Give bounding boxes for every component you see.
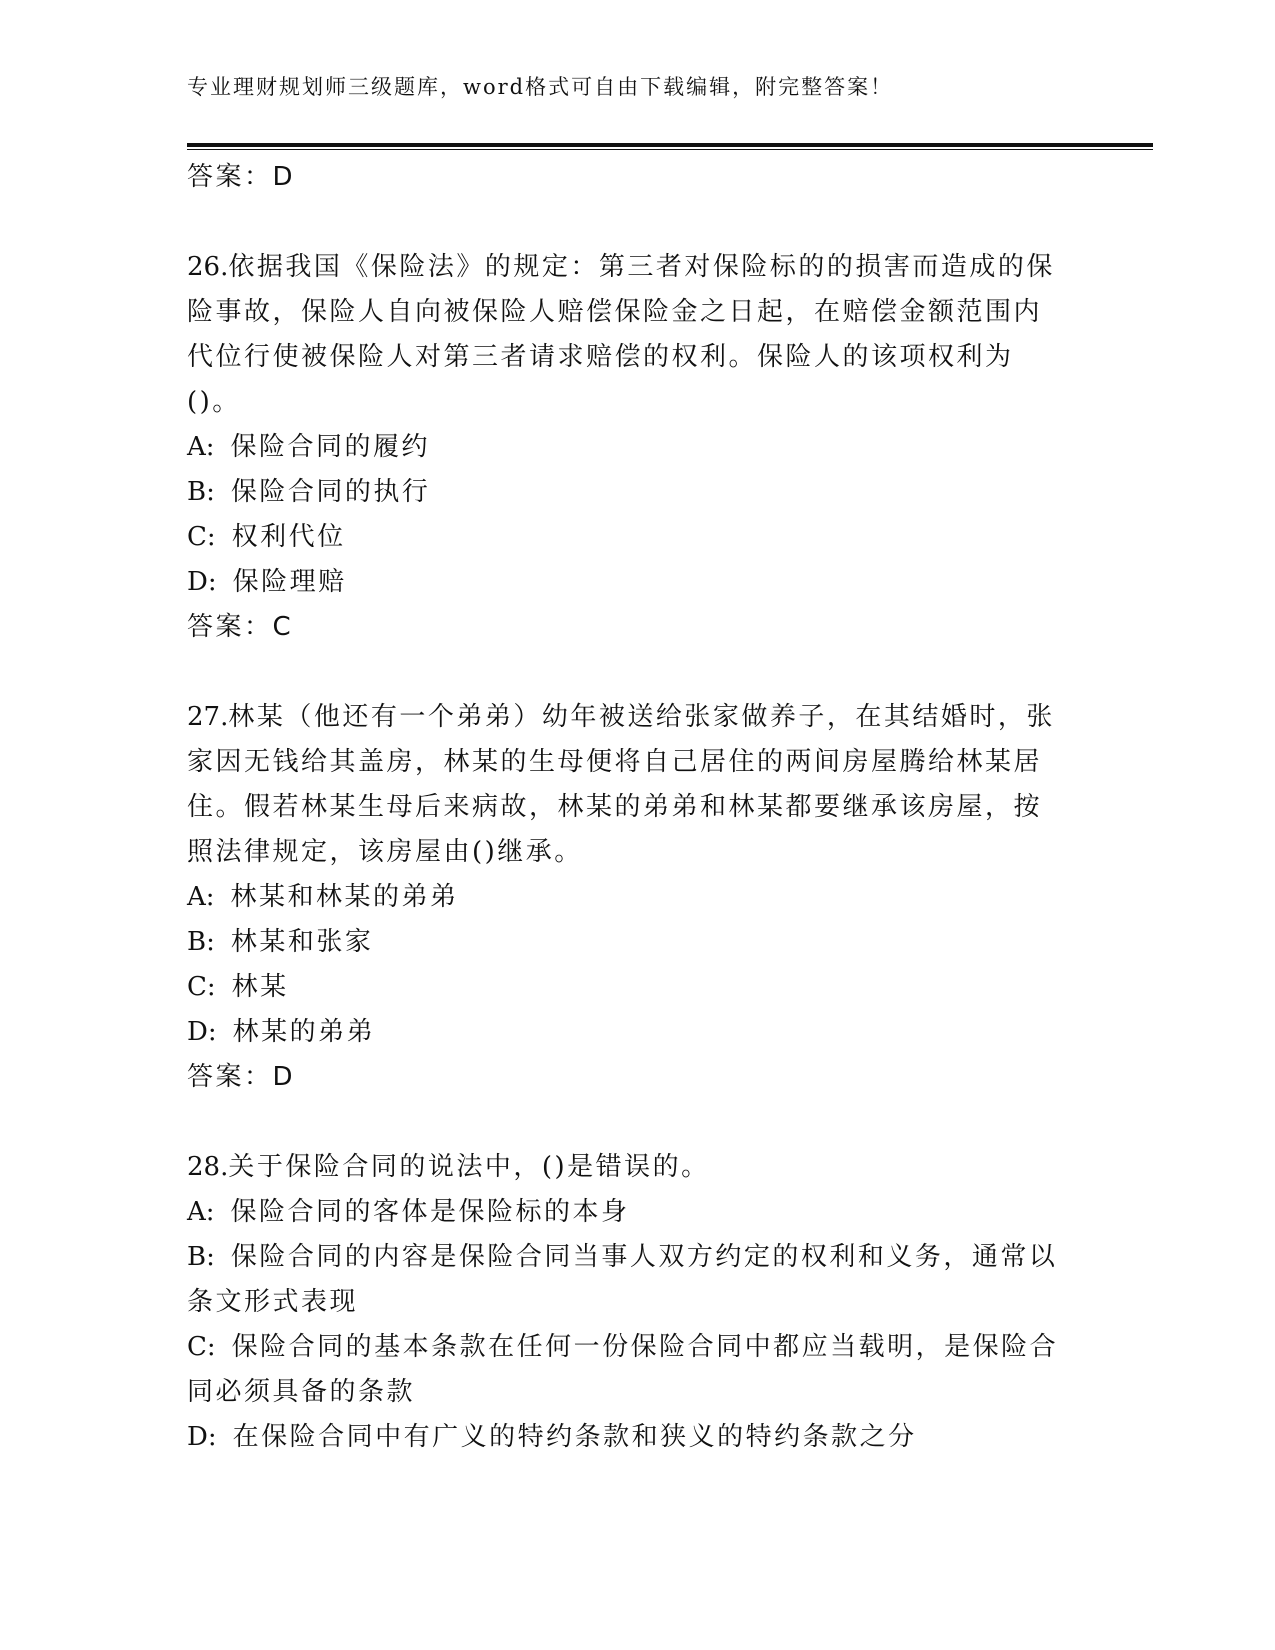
question-text: 关于保险合同的说法中，()是错误的。 xyxy=(228,1152,710,1182)
option-d xyxy=(187,1010,1067,1055)
answer-26: 答案：C xyxy=(187,612,294,642)
option-label: D: xyxy=(187,567,217,597)
option-a xyxy=(187,425,1067,470)
answer-prev: 答案：D xyxy=(187,162,296,192)
option-label: A: xyxy=(187,882,215,912)
option-text: 保险理赔 xyxy=(232,567,347,597)
question-number: 26. xyxy=(187,252,229,282)
option-label: D: xyxy=(187,1422,217,1452)
option-label: A: xyxy=(187,1197,215,1227)
option-label: A: xyxy=(187,432,215,462)
question-26-stem xyxy=(187,245,1067,425)
option-label: B: xyxy=(187,477,215,507)
question-28-stem xyxy=(187,1145,1067,1190)
option-c xyxy=(187,1325,1067,1415)
option-text: 保险合同的基本条款在任何一份保险合同中都应当载明，是保险合同必须具备的条款 xyxy=(187,1332,1059,1407)
option-text: 保险合同的客体是保险标的本身 xyxy=(230,1197,630,1227)
option-label: C: xyxy=(187,972,216,1002)
option-text: 权利代位 xyxy=(231,522,346,552)
option-text: 保险合同的内容是保险合同当事人双方约定的权利和义务，通常以条文形式表现 xyxy=(187,1242,1058,1317)
option-label: C: xyxy=(187,1332,216,1362)
option-c xyxy=(187,515,1067,560)
option-text: 在保险合同中有广义的特约条款和狭义的特约条款之分 xyxy=(232,1422,917,1452)
header-rule-thin xyxy=(187,149,1153,150)
option-text: 保险合同的履约 xyxy=(230,432,431,462)
option-c xyxy=(187,965,1067,1010)
page-header: 专业理财规划师三级题库，word格式可自由下载编辑，附完整答案！ xyxy=(187,75,894,99)
option-d xyxy=(187,1415,1067,1460)
question-text: 林某（他还有一个弟弟）幼年被送给张家做养子，在其结婚时，张家因无钱给其盖房，林某的生母便将自己居住的两间房屋腾给林某居住。假若林某生母后来病故，林某的弟弟和林某都要继承该房屋，按照法律规定，该房屋由()继承。 xyxy=(187,702,1055,867)
question-number: 27. xyxy=(187,702,229,732)
question-text: 依据我国《保险法》的规定：第三者对保险标的的损害而造成的保险事故，保险人自向被保险人赔偿保险金之日起，在赔偿金额范围内代位行使被保险人对第三者请求赔偿的权利。保险人的该项权利为()。 xyxy=(187,252,1055,417)
option-label: C: xyxy=(187,522,216,552)
option-text: 林某和张家 xyxy=(230,927,374,957)
option-b xyxy=(187,470,1067,515)
option-text: 林某的弟弟 xyxy=(232,1017,376,1047)
option-b xyxy=(187,1235,1067,1325)
option-label: B: xyxy=(187,1242,215,1272)
option-d xyxy=(187,560,1067,605)
option-text: 林某和林某的弟弟 xyxy=(230,882,459,912)
option-text: 林某 xyxy=(231,972,289,1002)
question-list xyxy=(187,155,1087,1460)
option-a xyxy=(187,875,1067,920)
option-a xyxy=(187,1190,1067,1235)
option-label: D: xyxy=(187,1017,217,1047)
option-text: 保险合同的执行 xyxy=(230,477,431,507)
question-27-stem xyxy=(187,695,1067,875)
header-rule-thick xyxy=(187,143,1153,147)
option-label: B: xyxy=(187,927,215,957)
answer-27: 答案：D xyxy=(187,1062,296,1092)
option-b xyxy=(187,920,1067,965)
question-number: 28. xyxy=(187,1152,229,1182)
